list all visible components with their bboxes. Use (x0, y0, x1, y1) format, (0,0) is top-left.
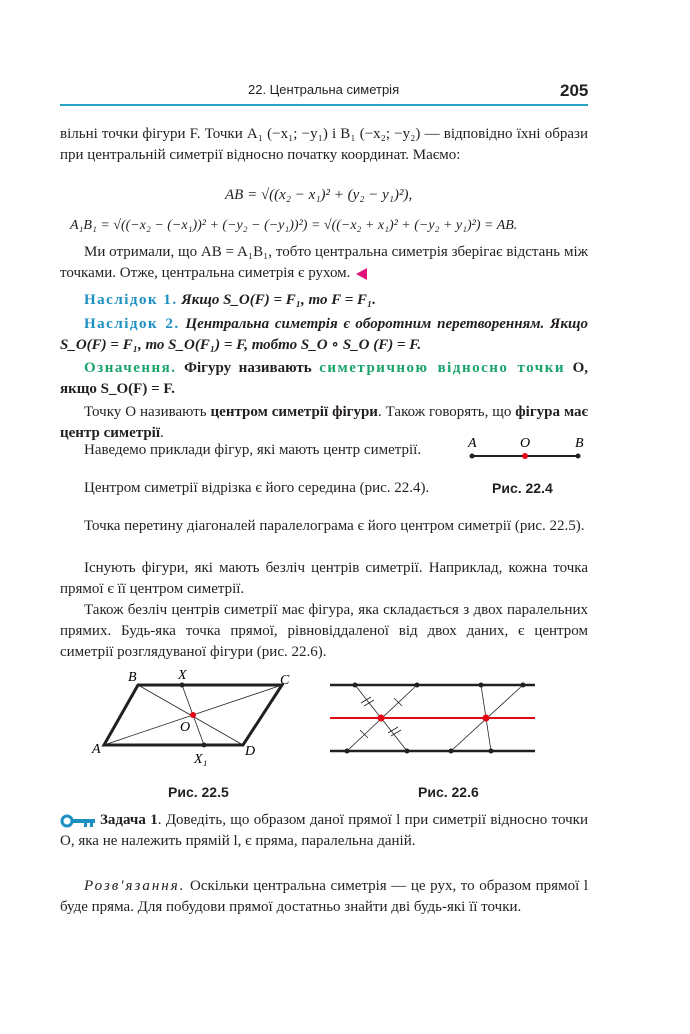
center-point-1 (378, 715, 385, 722)
formula-a1b1: A₁B₁ = √((−x₂ − (−x₁))² + (−y₂ − (−y₁))²) = √((−x₂ + x₁)² + (−y₂ + y₁)²) = AB. (70, 218, 518, 233)
label-b: B (128, 670, 137, 685)
solution-text: Оскільки центральна симетрія — це рух, то образом прямої l буде пряма. Для побудови прямої достатньо знайти дві будь-які її точки. (60, 878, 588, 915)
point-o (522, 453, 528, 459)
corollary-1 (60, 290, 588, 311)
key-icon (60, 814, 96, 828)
corollary-2-text: Центральна симетрія є оборотним перетворенням. Якщо S_O(F) = F₁, то S_O(F₁) = F, тобто S_O ∘ S_O (F) = F. (60, 316, 588, 353)
point-2 (415, 683, 420, 688)
label-b: B (575, 436, 584, 451)
corollary-2 (60, 314, 588, 356)
paragraph-parallel-lines: Також безліч центрів симетрії має фігура, яка складається з двох паралельних прямих. Будь-яка точка прямої, рівновіддаленої від двох даних, є центром симетрії розглядуваної фігури (рис. 22.6). (60, 602, 588, 660)
point-8 (489, 749, 494, 754)
task-1 (60, 810, 588, 852)
p3-e: . (160, 425, 164, 441)
point-3 (479, 683, 484, 688)
definition-label: Означення. (84, 360, 177, 376)
formula-ab: AB = √((x₂ − x₁)² + (y₂ − y₁)²), (225, 187, 413, 203)
definition-text-a: Фігуру називають (184, 360, 312, 376)
task-text: . Доведіть, що образом даної прямої l при симетрії відносно точки O, яка не належить прямій l, є пряма, паралельна даній. (60, 812, 588, 849)
point-o (190, 712, 196, 718)
caption-22-4: Рис. 22.4 (492, 480, 553, 496)
task-label: Задача 1 (100, 812, 158, 828)
definition (60, 358, 588, 400)
label-d: D (245, 744, 256, 759)
end-of-proof-icon (356, 268, 367, 280)
page-number: 205 (560, 81, 589, 100)
paragraph-segment: Центром симетрії відрізка є його середина (рис. 22.4). (84, 480, 430, 496)
corollary-1-text: Якщо S_O(F) = F₁, то F = F₁. (181, 292, 377, 308)
corollary-2-label: Наслідок 2. (84, 316, 180, 332)
p3-term-center: центром симетрії фігури (210, 404, 378, 420)
label-x1: X₁ (194, 752, 208, 767)
paragraph-examples: Наведемо приклади фігур, які мають центр симетрії. (84, 442, 422, 458)
label-c: C (280, 673, 290, 688)
point-4 (521, 683, 526, 688)
definition-text-b: O, якщо S_O(F) = F. (60, 360, 588, 397)
figure-22-4 (462, 432, 590, 472)
point-6 (405, 749, 410, 754)
label-x: X (178, 668, 187, 683)
corollary-1-label: Наслідок 1. (84, 292, 178, 308)
figure-22-5 (88, 665, 313, 775)
solution (60, 876, 588, 918)
solution-label: Розв'язання. (84, 878, 186, 894)
center-point-2 (483, 715, 490, 722)
label-o: O (520, 436, 531, 451)
p3-a: Точку O називають (84, 404, 207, 420)
paragraph-intro: вільні точки фігури F. Точки A₁ (−x₁; −y₁) і B₁ (−x₂; −y₂) — відповідно їхні образи при центральній симетрії відносно початку координат. Маємо: (60, 126, 588, 163)
paragraph-infinite-centers: Існують фігури, які мають безліч центрів симетрії. Наприклад, кожна точка прямої є її центром симетрії. (60, 560, 588, 597)
paragraph-conclusion (60, 242, 588, 284)
figure-22-6 (325, 675, 540, 760)
header-rule (60, 104, 588, 106)
point-x (180, 683, 185, 688)
point-5 (345, 749, 350, 754)
paragraph-parallelogram: Точка перетину діагоналей паралелограма є його центром симетрії (рис. 22.5). (84, 518, 585, 534)
caption-22-6: Рис. 22.6 (418, 784, 479, 800)
p3-c: . Також говорять, що (377, 404, 512, 420)
point-1 (353, 683, 358, 688)
label-a: A (468, 436, 477, 451)
point-b (576, 454, 581, 459)
caption-22-5: Рис. 22.5 (168, 784, 229, 800)
point-x1 (202, 743, 207, 748)
label-o: O (180, 720, 191, 735)
p3-term-has-center: фігура має центр симетрії (60, 404, 589, 441)
definition-term: симетричною відносно точки (319, 360, 565, 376)
conclusion-text: Ми отримали, що AB = A₁B₁, тобто центральна симетрія зберігає відстань між точками. Отже, центральна симетрія є рухом. (60, 244, 588, 281)
running-header-title: 22. Центральна симетрія (248, 82, 400, 97)
point-7 (449, 749, 454, 754)
label-a: A (92, 742, 101, 757)
point-a (470, 454, 475, 459)
